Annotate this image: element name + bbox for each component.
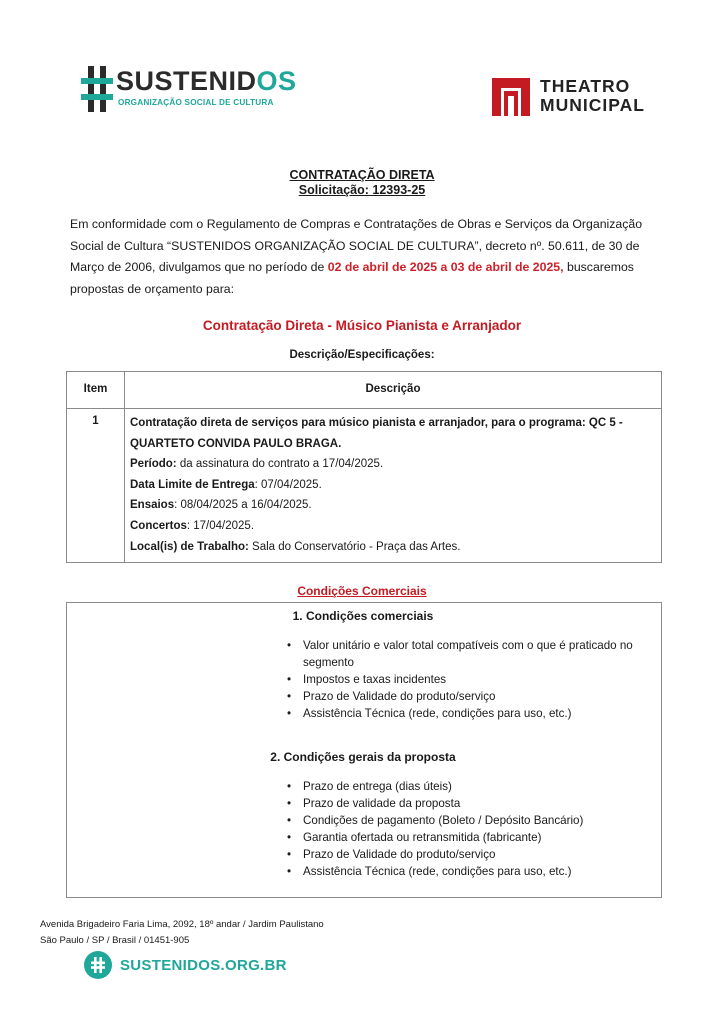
theatro-municipal-logo xyxy=(490,72,660,122)
theatro-mark-icon xyxy=(490,74,532,118)
conditions-group1-list xyxy=(287,637,657,722)
footer-website-link[interactable]: SUSTENIDOS.ORG.BR xyxy=(120,957,287,974)
desc-concertos: Concertos: 17/04/2025. xyxy=(130,519,255,532)
table-row-divider xyxy=(67,408,661,409)
table-row-item: 1 xyxy=(92,415,99,427)
conditions-group1-heading: 1. Condições comerciais xyxy=(292,609,434,623)
list-item: • Prazo de Validade do produto/serviço xyxy=(287,688,657,705)
sustenidos-wordmark: SUSTENIDOS xyxy=(116,66,297,96)
conditions-group2-heading: 2. Condições gerais da proposta xyxy=(270,750,456,764)
title-line1: CONTRATAÇÃO DIRETA xyxy=(289,168,435,182)
address-line2: São Paulo / SP / Brasil / 01451-905 xyxy=(40,935,190,946)
sustenidos-logo xyxy=(80,62,297,118)
document-title xyxy=(0,168,724,198)
title-line2: Solicitação: 12393-25 xyxy=(298,183,426,197)
intro-part1: Em conformidade com o Regulamento de Compras e Contratações de Obras e Serviços da Organização Social de Cultura “SUSTENIDOS ORGANIZAÇÃO SOCIAL DE CULTURA”, decreto nº. 50.611, de 30 de Março de 2006, divulgamos que no período de xyxy=(70,217,643,274)
list-item: • Valor unitário e valor total compatíveis com o que é praticado no segmento xyxy=(287,637,657,671)
description-table xyxy=(66,371,662,563)
table-header-description: Descrição xyxy=(365,383,421,395)
spec-label: Descrição/Especificações: xyxy=(289,349,435,361)
footer-address xyxy=(40,917,324,949)
list-item: • Prazo de validade da proposta xyxy=(287,795,657,812)
list-item: • Condições de pagamento (Boleto / Depósito Bancário) xyxy=(287,812,657,829)
theatro-line1: THEATRO xyxy=(540,76,631,96)
list-item: • Assistência Técnica (rede, condições para uso, etc.) xyxy=(287,863,657,880)
list-item: • Garantia ofertada ou retransmitida (fabricante) xyxy=(287,829,657,846)
section-title: Contratação Direta - Músico Pianista e Arranjador xyxy=(202,318,522,333)
desc-title: Contratação direta de serviços para músico pianista e arranjador, para o programa: QC 5 - QUARTETO CONVIDA PAULO BRAGA. xyxy=(130,417,623,450)
intro-period: 02 de abril de 2025 a 03 de abril de 2025, xyxy=(327,260,564,274)
hashtag-circle-icon xyxy=(84,951,112,979)
sustenidos-subtitle: ORGANIZAÇÃO SOCIAL DE CULTURA xyxy=(118,98,274,107)
theatro-line2: MUNICIPAL xyxy=(540,95,645,115)
list-item: • Impostos e taxas incidentes xyxy=(287,671,657,688)
conditions-title: Condições Comerciais xyxy=(297,584,427,598)
hashtag-icon xyxy=(80,64,114,114)
list-item: • Prazo de entrega (dias úteis) xyxy=(287,778,657,795)
list-item: • Assistência Técnica (rede, condições para uso, etc.) xyxy=(287,705,657,722)
footer-website-logo[interactable] xyxy=(84,951,287,981)
address-line1: Avenida Brigadeiro Faria Lima, 2092, 18º andar / Jardim Paulistano xyxy=(40,919,324,930)
intro-part2: buscaremos propostas de orçamento para: xyxy=(70,260,634,296)
list-item: • Prazo de Validade do produto/serviço xyxy=(287,846,657,863)
desc-ensaios: Ensaios: 08/04/2025 a 16/04/2025. xyxy=(130,499,312,512)
desc-periodo: Período: da assinatura do contrato a 17/04/2025. xyxy=(130,458,384,471)
table-column-divider xyxy=(124,372,125,562)
conditions-group2-list xyxy=(287,778,657,880)
desc-local: Local(is) de Trabalho: Sala do Conservatório - Praça das Artes. xyxy=(130,540,461,553)
table-row-description xyxy=(130,413,656,557)
intro-paragraph xyxy=(70,214,660,300)
table-header-item: Item xyxy=(83,383,108,395)
conditions-box xyxy=(66,602,662,898)
desc-entrega: Data Limite de Entrega: 07/04/2025. xyxy=(130,478,322,491)
